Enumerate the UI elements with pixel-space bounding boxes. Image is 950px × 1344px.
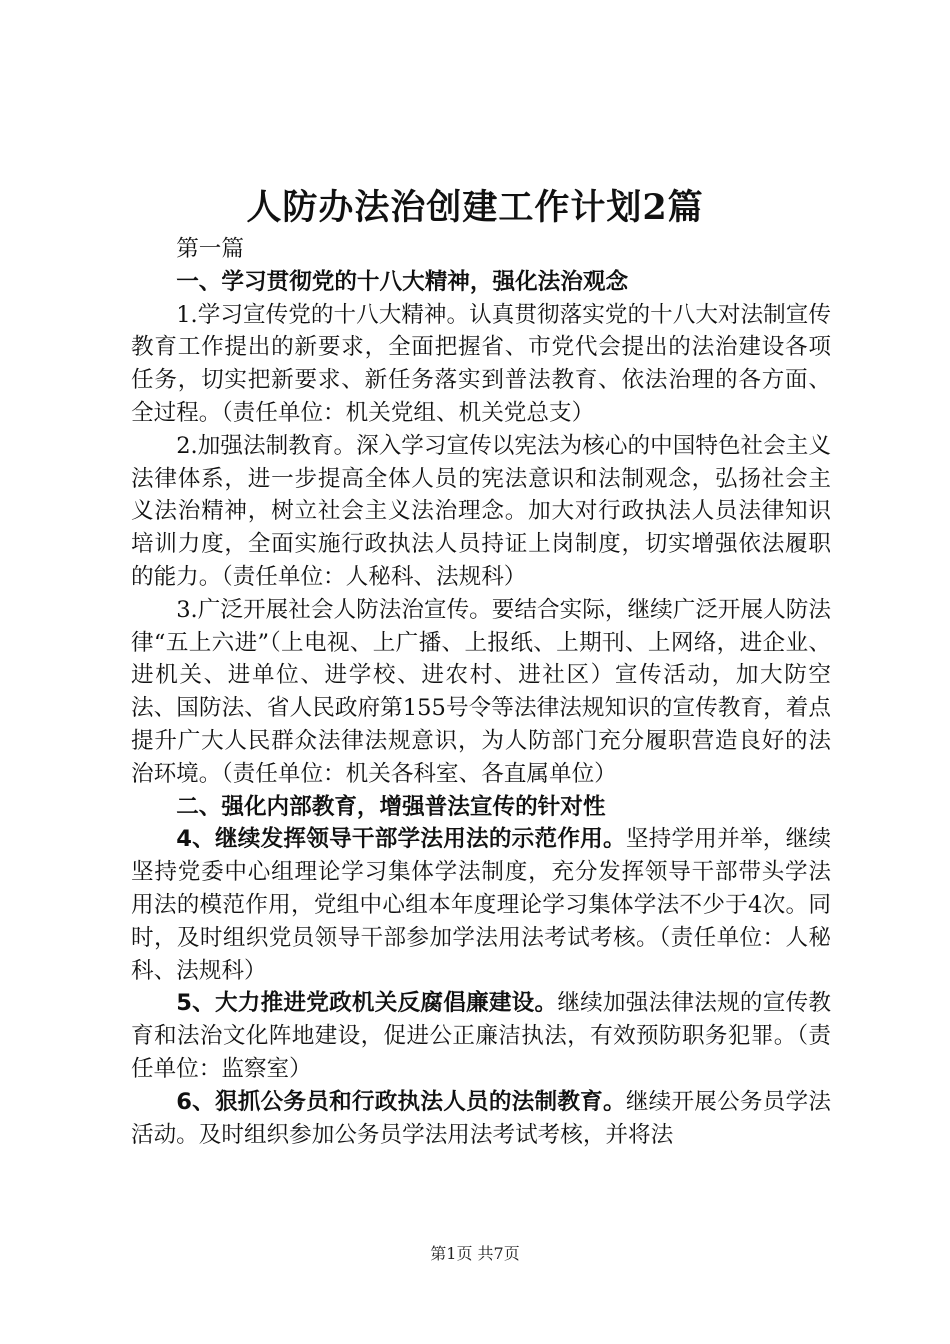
paragraph-3: 3.广泛开展社会人防法治宣传。要结合实际，继续广泛开展人防法律“五上六进”（上电视、上广播、上报纸、上期刊、上网络，进企业、进机关、进单位、进学校、进农村、进社区）宣传活动，加大防空法、国防法、省人民政府第155号令等法律法规知识的宣传教育，着点提升广大人民群众法律法规意识，为人防部门充分履职营造良好的法治环境。（责任单位：机关各科室、各直属单位） [131, 596, 831, 787]
section-heading-2: 二、强化内部教育，增强普法宣传的针对性 [176, 793, 606, 820]
paragraph-1: 1.学习宣传党的十八大精神。认真贯彻落实党的十八大对法制宣传教育工作提出的新要求，全面把握省、市党代会提出的法治建设各项任务，切实把新要求、新任务落实到普法教育、依法治理的各方面、全过程。（责任单位：机关党组、机关党总支） [131, 301, 831, 426]
section-heading-1: 一、学习贯彻党的十八大精神，强化法治观念 [176, 268, 629, 295]
part-label: 第一篇 [176, 236, 244, 262]
paragraph-2: 2.加强法制教育。深入学习宣传以宪法为核心的中国特色社会主义法律体系，进一步提高全体人员的宪法意识和法制观念，弘扬社会主义法治精神，树立社会主义法治理念。加大对行政执法人员法律知识培训力度，全面实施行政执法人员持证上岗制度，切实增强依法履职的能力。（责任单位：人秘科、法规科） [131, 432, 831, 590]
paragraph-5-lead: 5、大力推进党政机关反腐倡廉建设。 [176, 990, 558, 1017]
paragraph-5 [131, 987, 831, 1085]
page-footer: 第1页 共7页 [430, 1244, 520, 1263]
paragraph-5-body: 继续加强法律法规的宣传教育和法治文化阵地建设，促进公正廉洁执法，有效预防职务犯罪。（责任单位：监察室） [131, 990, 831, 1082]
paragraph-4-body: 坚持学用并举，继续坚持党委中心组理论学习集体学法制度，充分发挥领导干部带头学法用法的模范作用，党组中心组本年度理论学习集体学法不少于4次。同时，及时组织党员领导干部参加学法用法考试考核。（责任单位：人秘科、法规科） [131, 826, 831, 984]
document-body [131, 233, 831, 1151]
paragraph-6-body: 继续开展公务员学法活动。及时组织参加公务员学法用法考试考核，并将法 [131, 1088, 831, 1148]
paragraph-6-lead: 6、狠抓公务员和行政执法人员的法制教育。 [176, 1088, 626, 1115]
document-title: 人防办法治创建工作计划2篇 [246, 187, 704, 228]
paragraph-4 [131, 823, 831, 987]
paragraph-6 [131, 1086, 831, 1152]
paragraph-4-lead: 4、继续发挥领导干部学法用法的示范作用。 [176, 826, 626, 853]
